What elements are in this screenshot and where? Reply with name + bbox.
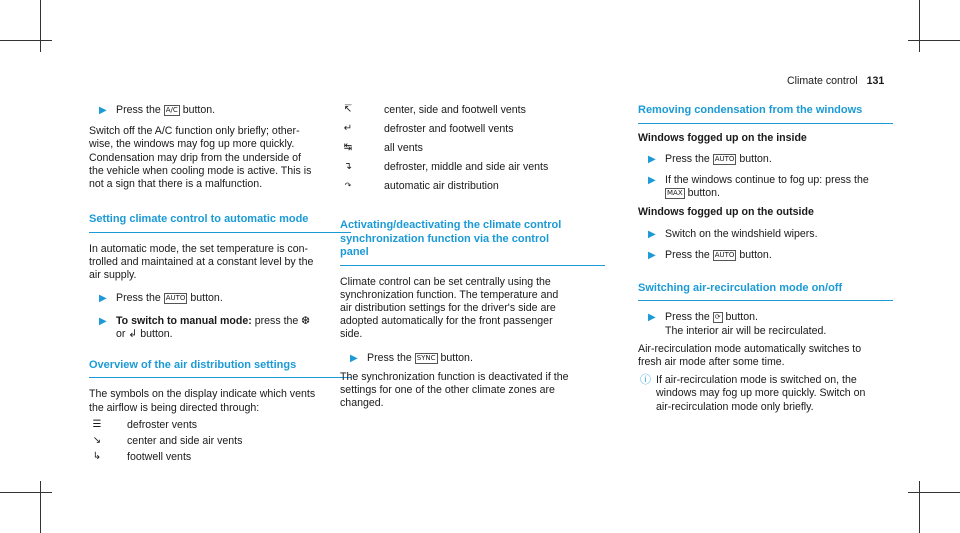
sync-button-icon: SYNC [416,353,436,362]
paragraph: side. [340,328,363,341]
step-press-auto: ▶ Press the AUTO button. [99,292,223,305]
arrow-icon: ▶ [99,293,107,305]
crop-mark [0,40,52,41]
vent-row: ↳ footwell vents [89,451,351,467]
info-icon: ⓘ [640,374,651,387]
auto-button-icon: AUTO [714,250,735,259]
defroster-vents-icon: ☰ [92,418,102,430]
note: ⓘ If air-recirculation mode is switched on, the windows may fog up more quickly. Switch on air-recirculation mode only briefly. [640,374,866,413]
arrow-icon: ▶ [648,153,656,165]
step-press-ac: ▶ Press the A/C button. [99,104,216,116]
arrow-icon: ▶ [350,352,358,364]
paragraph: the vehicle when cooling mode is active. This is [89,164,312,177]
step-outside-wipers: ▶ Switch on the windshield wipers. [648,227,818,240]
crop-mark [919,481,920,533]
arrow-icon: ▶ [648,174,656,186]
paragraph: settings for one of the other climate zones are [340,383,555,396]
center-side-vents-icon: ↘ [92,434,102,446]
heading-auto-mode: Setting climate control to automatic mode [89,213,309,226]
vent-row: ↵ defroster and footwell vents [340,123,605,142]
paragraph: air supply. [89,269,137,282]
heading-remove-condensation: Removing condensation from the windows [638,104,863,116]
paragraph: changed. [340,397,384,410]
paragraph: Switch off the A/C function only briefly; other- [89,125,300,138]
max-defrost-button-icon: MAX [667,189,683,198]
crop-mark [40,481,41,533]
paragraph: synchronization function. The temperature and [340,288,559,301]
center-side-footwell-vents-icon: ↸ [343,104,353,115]
arrow-icon: ▶ [648,312,656,324]
paragraph: Climate control can be set centrally using the [340,275,551,288]
paragraph: fresh air mode after some time. [638,356,785,369]
auto-button-icon: AUTO [165,294,186,303]
arrow-icon: ▶ [99,105,107,116]
vent-row: ↸ center, side and footwell vents [340,104,605,123]
column-2 [340,104,605,410]
paragraph: In automatic mode, the set temperature is con- [89,242,309,255]
vent-row: ↷ automatic air distribution [340,180,605,199]
footwell-vents-icon: ↳ [92,450,102,462]
paragraph: wise, the windows may fog up more quickly. [89,138,295,151]
vent-row: ↹ all vents [340,142,605,161]
heading-recirculation: Switching air-recirculation mode on/off [638,281,843,294]
heading-air-distribution: Overview of the air distribution settings [89,358,297,371]
paragraph: air distribution settings for the driver's side are [340,301,556,314]
step-inside-auto: ▶ Press the AUTO button. [648,152,772,165]
subheading-inside: Windows fogged up on the inside [638,131,807,144]
ac-button-icon: A/C [165,106,178,114]
step-press-sync: ▶ Press the SYNC button. [350,351,473,364]
recirculation-button-icon: ⟳ [714,313,721,322]
paragraph: Air-recirculation mode automatically switches to [638,342,862,355]
step-recirculation: ▶ Press the ⟳ button. The interior air will be recirculated. [648,311,827,337]
vent-row: ↴ defroster, middle and side air vents [340,161,605,180]
paragraph: not a sign that there is a malfunction. [89,178,263,191]
air-distribution-icon: ↲ [128,327,138,340]
paragraph: Condensation may drip from the underside of [89,151,301,164]
heading-sync: Activating/deactivating the climate control synchronization function via the control panel [340,219,562,258]
section-title: Climate control [787,75,858,87]
arrow-icon: ▶ [648,228,656,240]
arrow-icon: ▶ [99,315,107,327]
fan-icon: ❆ [301,314,311,327]
defroster-footwell-vents-icon: ↵ [343,123,353,134]
crop-mark [919,0,920,52]
subheading-outside: Windows fogged up on the outside [638,206,814,219]
page-number: 131 [866,75,885,87]
paragraph: the airflow is being directed through: [89,401,260,414]
arrow-icon: ▶ [648,249,656,261]
paragraph: The synchronization function is deactivated if the [340,370,569,383]
column-3 [638,104,893,414]
paragraph: trolled and maintained at a constant level by the [89,255,314,268]
defroster-middle-side-vents-icon: ↴ [343,161,353,172]
paragraph: The symbols on the display indicate which vents [89,388,316,401]
crop-mark [0,492,52,493]
auto-button-icon: AUTO [714,154,735,163]
crop-mark [908,492,960,493]
paragraph: adopted automatically for the front passenger [340,315,553,328]
all-vents-icon: ↹ [343,142,353,153]
step-inside-max: ▶ If the windows continue to fog up: press the MAX button. [648,173,869,200]
step-outside-auto: ▶ Press the AUTO button. [648,248,772,261]
step-manual-mode: ▶ To switch to manual mode: press the ❆ or ↲ button. [99,314,311,340]
vent-row: ☰ defroster vents [89,419,351,435]
automatic-distribution-icon: ↷ [344,181,352,190]
crop-mark [40,0,41,52]
column-1 [89,104,351,467]
crop-mark [908,40,960,41]
page-header [787,75,884,87]
vent-row: ↘ center and side air vents [89,435,351,451]
